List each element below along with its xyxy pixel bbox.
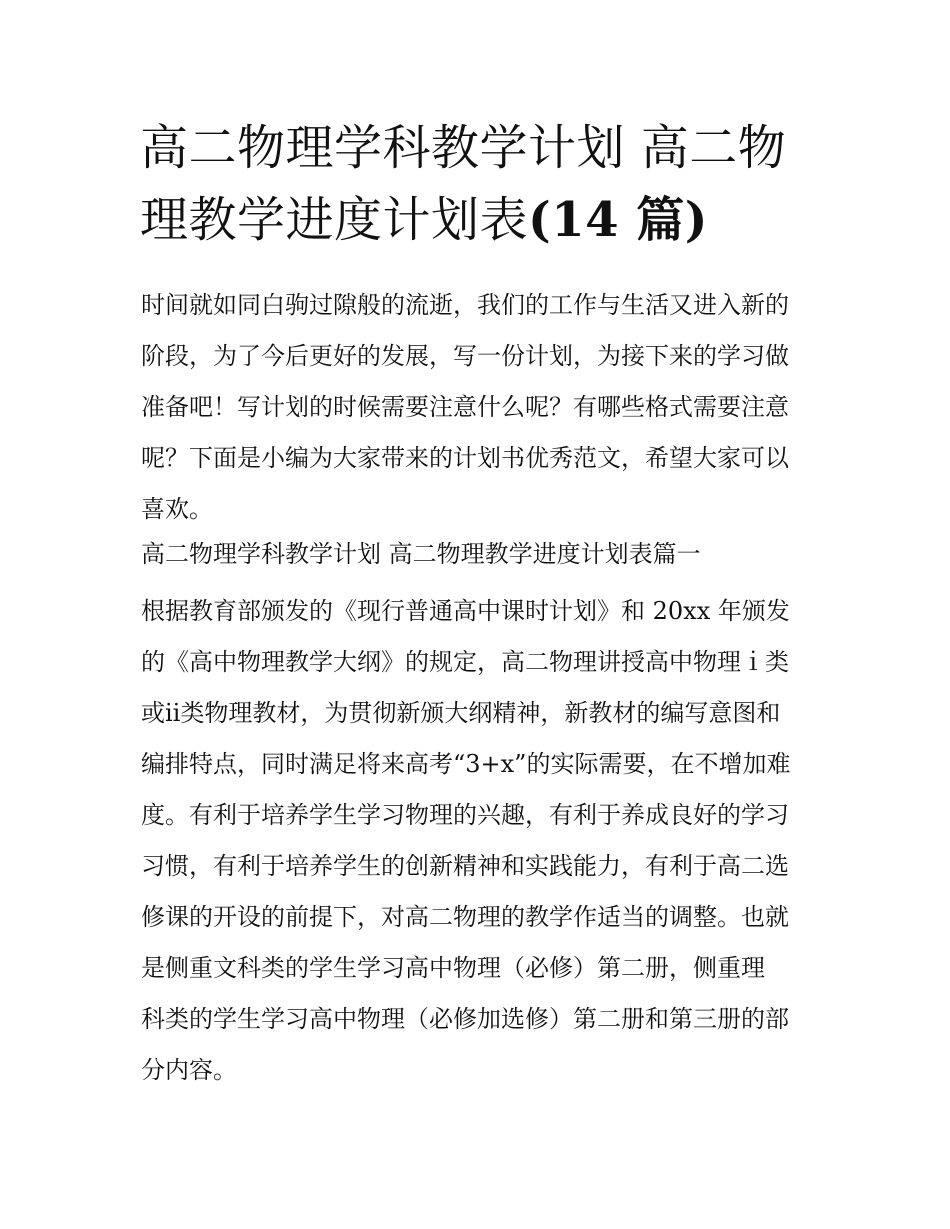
intro-line: 阶段，为了今后更好的发展，写一份计划，为接下来的学习做 — [141, 342, 789, 370]
title-count: (14 篇) — [528, 192, 708, 248]
title-line-2-text: 理教学进度计划表 — [140, 192, 529, 248]
section-heading: 高二物理学科教学计划 高二物理教学进度计划表篇一 — [141, 540, 701, 568]
intro-line: 喜欢。 — [141, 495, 213, 523]
intro-line: 呢？下面是小编为大家带来的计划书优秀范文，希望大家可以 — [141, 444, 789, 472]
section-line: 度。有利于培养学生学习物理的兴趣，有利于养成良好的学习 — [141, 801, 789, 829]
title-line-1: 高二物理学科教学计划 高二物 — [140, 120, 787, 176]
section-line: 编排特点，同时满足将来高考“3+x”的实际需要，在不增加难 — [141, 750, 791, 778]
section-line: 或ⅱ类物理教材，为贯彻新颁大纲精神，新教材的编写意图和 — [141, 699, 781, 727]
intro-paragraph — [141, 280, 831, 535]
intro-line: 时间就如同白驹过隙般的流逝，我们的工作与生活又进入新的 — [141, 291, 789, 319]
section-line: 分内容。 — [141, 1056, 237, 1084]
section-line: 根据教育部颁发的《现行普通高中课时计划》和 20xx 年颁发 — [141, 597, 790, 625]
section-paragraph — [141, 586, 831, 1096]
section-line: 是侧重文科类的学生学习高中物理（必修）第二册，侧重理 — [141, 954, 765, 982]
section-line: 的《高中物理教学大纲》的规定，高二物理讲授高中物理ｉ类 — [141, 648, 789, 676]
document-title — [140, 112, 820, 256]
intro-line: 准备吧！写计划的时候需要注意什么呢？有哪些格式需要注意 — [141, 393, 789, 421]
section-line: 科类的学生学习高中物理（必修加选修）第二册和第三册的部 — [141, 1005, 789, 1033]
section-line: 修课的开设的前提下，对高二物理的教学作适当的调整。也就 — [141, 903, 789, 931]
section-line: 习惯，有利于培养学生的创新精神和实践能力，有利于高二选 — [141, 852, 789, 880]
title-line-2 — [140, 184, 820, 256]
